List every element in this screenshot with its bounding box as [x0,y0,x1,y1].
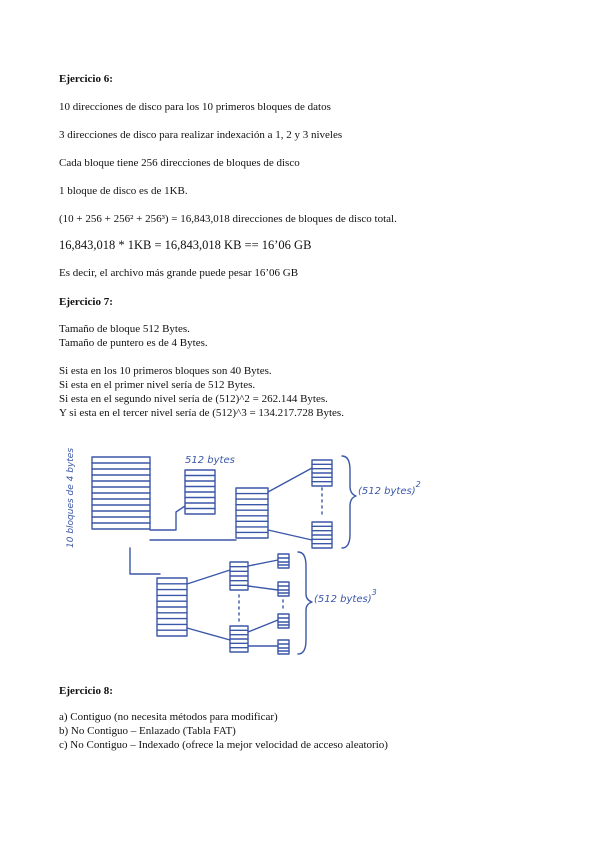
ex6-line-4: 1 bloque de disco es de 1KB. [59,185,188,197]
ex7-line-3: Si esta en los 10 primeros bloques son 40 Bytes. [59,365,272,377]
diagram-label-level3: (512 bytes)$^3$ [314,588,377,605]
level2-data-bottom [312,522,332,548]
ex6-formula: (10 + 256 + 256² + 256³) = 16,843,018 direcciones de bloques de disco total. [59,213,397,225]
brace-level3 [298,552,312,654]
ex6-conclusion: Es decir, el archivo más grande puede pesar 16’06 GB [59,267,299,279]
ex7-title: Ejercicio 7: [59,296,113,308]
ex7-line-6: Y si esta en el tercer nivel sería de (512)^3 = 134.217.728 Bytes. [59,407,344,419]
ex6-line-3: Cada bloque tiene 256 direcciones de bloques de disco [59,157,300,169]
diagram-label-512: 512 bytes [185,455,235,466]
main-block [92,457,150,529]
ex6-line-1: 10 direcciones de disco para los 10 primeros bloques de datos [59,101,331,113]
link-level3-a [187,570,230,584]
level3-leaf-2 [278,582,289,596]
diagram-label-10-blocks: 10 bloques de 4 bytes [66,447,76,548]
link-main-level1 [150,506,185,530]
level3-index-block [157,578,187,636]
link-level3-c [248,560,278,566]
diagram-label-level2: (512 bytes)$^2$ [358,480,421,497]
ex7-line-5: Si esta en el segundo nivel sería de (512)^2 = 262.144 Bytes. [59,393,328,405]
link-level3-b [187,628,230,640]
link-level3-e [248,620,278,632]
ex8-line-b: b) No Contiguo – Enlazado (Tabla FAT) [59,725,236,737]
link-level3-d [248,586,278,590]
ex8-line-c: c) No Contiguo – Indexado (ofrece la mejor velocidad de acceso aleatorio) [59,739,388,751]
ex7-line-4: Si esta en el primer nivel sería de 512 Bytes. [59,379,256,391]
level2-index-block [236,488,268,538]
level3-leaf-3 [278,614,289,628]
ex7-line-2: Tamaño de puntero es de 4 Bytes. [59,337,208,349]
ex6-result: 16,843,018 * 1KB = 16,843,018 KB == 16’06 GB [59,238,312,252]
level2-data-top [312,460,332,486]
brace-level2 [342,456,356,548]
link-main-level3 [130,548,160,574]
level3-mid-bottom [230,626,248,652]
level3-mid-top [230,562,248,590]
ex6-title: Ejercicio 6: [59,73,113,85]
level3-leaf-4 [278,640,289,654]
ex8-title: Ejercicio 8: [59,685,113,697]
ex7-line-1: Tamaño de bloque 512 Bytes. [59,323,190,335]
level1-block [185,470,215,514]
link-level2-bottom [268,530,312,540]
level3-leaf-1 [278,554,289,568]
link-level2-top [268,468,312,492]
ex8-line-a: a) Contiguo (no necesita métodos para modificar) [59,711,278,723]
ex6-line-2: 3 direcciones de disco para realizar indexación a 1, 2 y 3 niveles [59,129,343,141]
